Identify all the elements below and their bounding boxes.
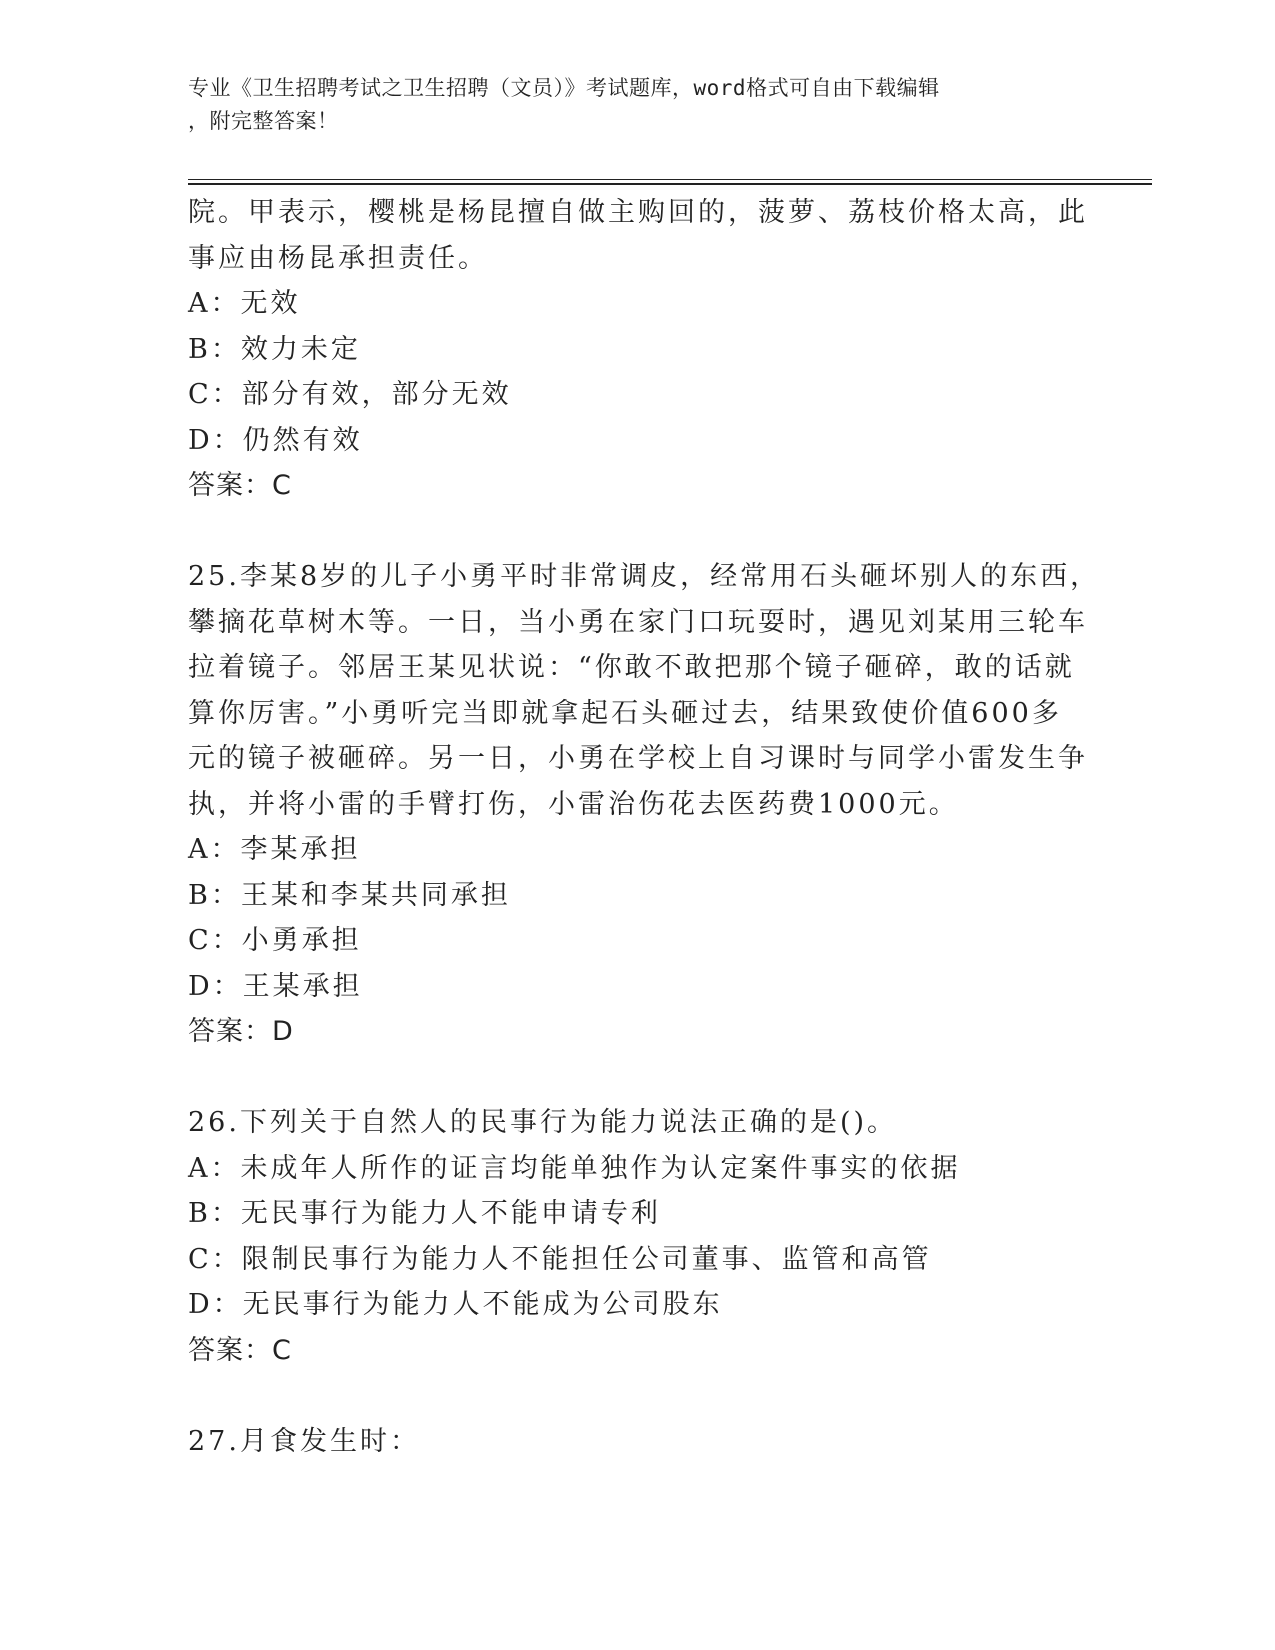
option-c: C：小勇承担	[188, 925, 362, 956]
question-stem-line: 执，并将小雷的手臂打伤，小雷治伤花去医药费1000元。	[188, 788, 959, 820]
header-rule-thick	[188, 183, 1152, 185]
option-a: A：无效	[188, 288, 301, 319]
question-25	[188, 554, 1101, 1055]
question-stem-line: 26.下列关于自然人的民事行为能力说法正确的是()。	[188, 1107, 898, 1138]
answer-label: 答案：D	[188, 1016, 294, 1047]
question-27	[188, 1419, 1068, 1465]
spacer	[188, 1373, 1068, 1419]
question-26	[188, 1100, 1068, 1373]
option-a: A：未成年人所作的证言均能单独作为认定案件事实的依据	[188, 1152, 961, 1184]
header-line-2: ，附完整答案！	[188, 109, 339, 133]
option-b: B：王某和李某共同承担	[188, 879, 511, 911]
question-stem-line: 元的镜子被砸碎。另一日，小勇在学校上自习课时与同学小雷发生争	[188, 743, 1088, 774]
answer-label: 答案：C	[188, 1334, 292, 1366]
option-c: C：限制民事行为能力人不能担任公司董事、监管和高管	[188, 1243, 932, 1275]
option-b: B：效力未定	[188, 333, 361, 365]
option-d: D：仍然有效	[188, 424, 363, 456]
question-content	[188, 190, 1101, 1464]
question-stem-line: 拉着镜子。邻居王某见状说：“你敢不敢把那个镜子砸碎，敢的话就	[188, 652, 1075, 683]
option-b: B：无民事行为能力人不能申请专利	[188, 1198, 661, 1229]
option-a: A：李某承担	[188, 834, 361, 865]
question-stem-line: 攀摘花草树木等。一日，当小勇在家门口玩耍时，遇见刘某用三轮车	[188, 606, 1088, 638]
option-d: D：王某承担	[188, 970, 363, 1002]
question-stem-line: 25.李某8岁的儿子小勇平时非常调皮，经常用石头砸坏别人的东西，	[188, 561, 1101, 592]
question-stem-line: 事应由杨昆承担责任。	[188, 242, 488, 274]
answer-label: 答案：C	[188, 470, 292, 501]
option-c: C：部分有效，部分无效	[188, 379, 512, 410]
spacer	[188, 509, 1068, 555]
header-line-1: 专业《卫生招聘考试之卫生招聘（文员）》考试题库，word格式可自由下载编辑	[188, 76, 940, 100]
question-stem-line: 27.月食发生时：	[188, 1425, 420, 1457]
question-stem-line: 算你厉害。”小勇听完当即就拿起石头砸过去，结果致使价值600多	[188, 697, 1062, 729]
option-d: D：无民事行为能力人不能成为公司股东	[188, 1289, 723, 1320]
question-stem-line: 院。甲表示，樱桃是杨昆擅自做主购回的，菠萝、荔枝价格太高，此	[188, 197, 1088, 228]
question-24	[188, 190, 1088, 509]
header-rule-thin	[188, 179, 1152, 180]
spacer	[188, 1055, 1068, 1101]
page-header	[188, 72, 1088, 138]
